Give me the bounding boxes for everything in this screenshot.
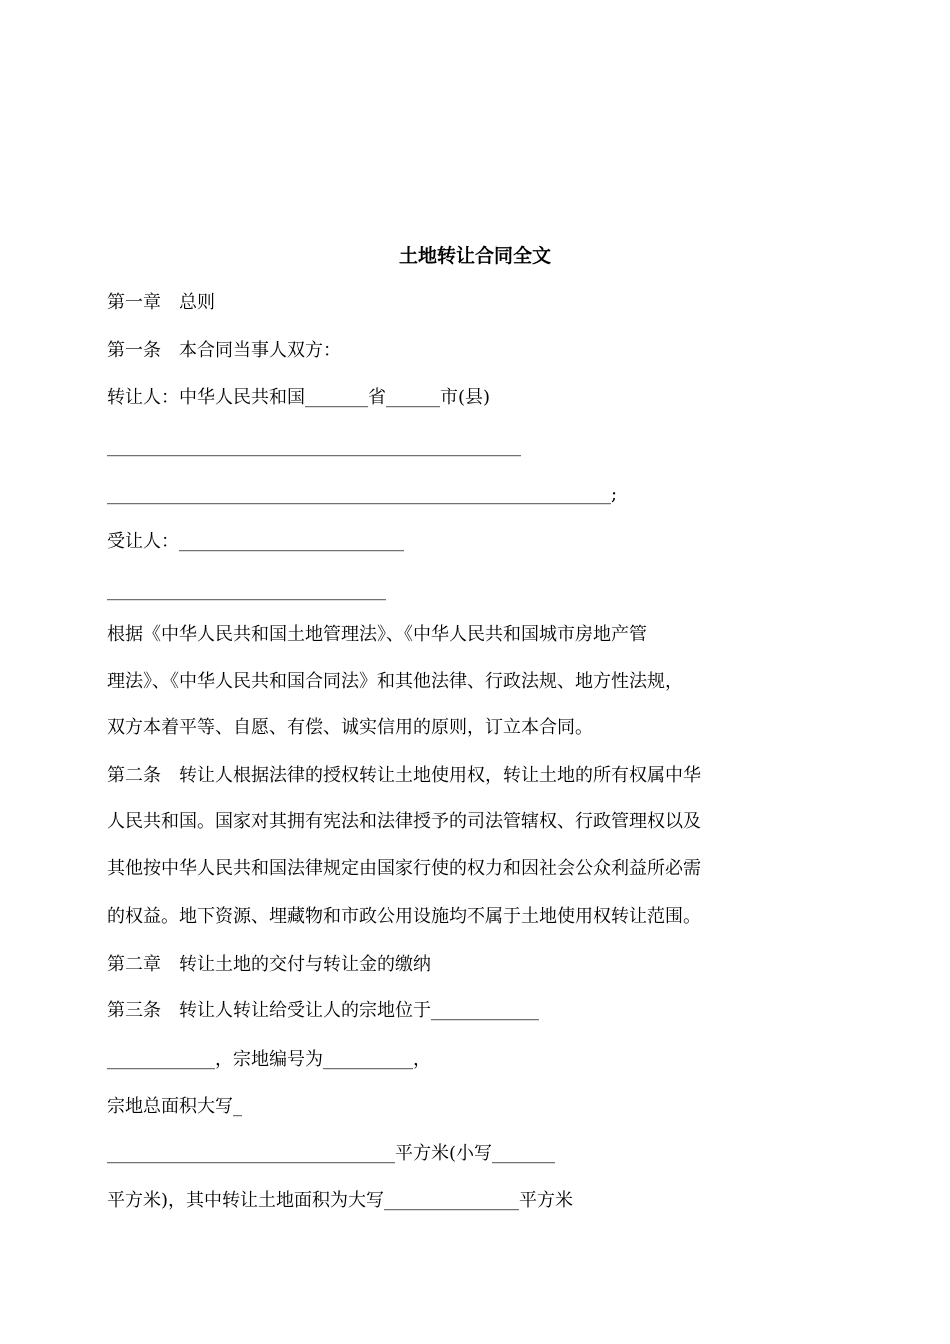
- transferee-blank-line: _______________________________: [107, 580, 386, 601]
- transferor-blank-line-2: ________________________________________________________;: [107, 484, 618, 505]
- article-2-line-1: 第二条 转让人根据法律的授权转让土地使用权，转让土地的所有权属中华: [107, 765, 701, 786]
- preamble-line-2: 理法》、《中华人民共和国合同法》和其他法律、行政法规、地方性法规，: [107, 671, 683, 692]
- transferee-line: 受让人：_________________________: [107, 531, 404, 552]
- article-3-line-5: 平方米)，其中转让土地面积为大写_______________平方米: [107, 1190, 574, 1211]
- article-3-line-3: 宗地总面积大写_: [107, 1096, 242, 1117]
- article-3-line-2: ____________，宗地编号为__________，: [107, 1049, 431, 1070]
- article-3-line-4: ________________________________平方米(小写_______: [107, 1143, 556, 1164]
- chapter-1-heading: 第一章 总则: [107, 292, 215, 313]
- chapter-2-heading: 第二章 转让土地的交付与转让金的缴纳: [107, 954, 431, 975]
- article-2-line-2: 人民共和国。国家对其拥有宪法和法律授予的司法管辖权、行政管理权以及: [107, 811, 701, 832]
- document-title: 土地转让合同全文: [398, 245, 551, 267]
- preamble-line-1: 根据《中华人民共和国土地管理法》、《中华人民共和国城市房地产管: [107, 624, 647, 645]
- transferor-blank-line-1: ______________________________________________: [107, 436, 521, 457]
- article-1-heading: 第一条 本合同当事人双方：: [107, 340, 341, 361]
- article-2-line-3: 其他按中华人民共和国法律规定由国家行使的权力和因社会公众利益所必需: [107, 858, 701, 879]
- article-3-line-1: 第三条 转让人转让给受让人的宗地位于____________: [107, 1000, 539, 1021]
- transferor-line: 转让人：中华人民共和国_______省______市(县): [107, 387, 491, 408]
- preamble-line-3: 双方本着平等、自愿、有偿、诚实信用的原则，订立本合同。: [107, 717, 593, 738]
- article-2-line-4: 的权益。地下资源、埋藏物和市政公用设施均不属于土地使用权转让范围。: [107, 906, 701, 927]
